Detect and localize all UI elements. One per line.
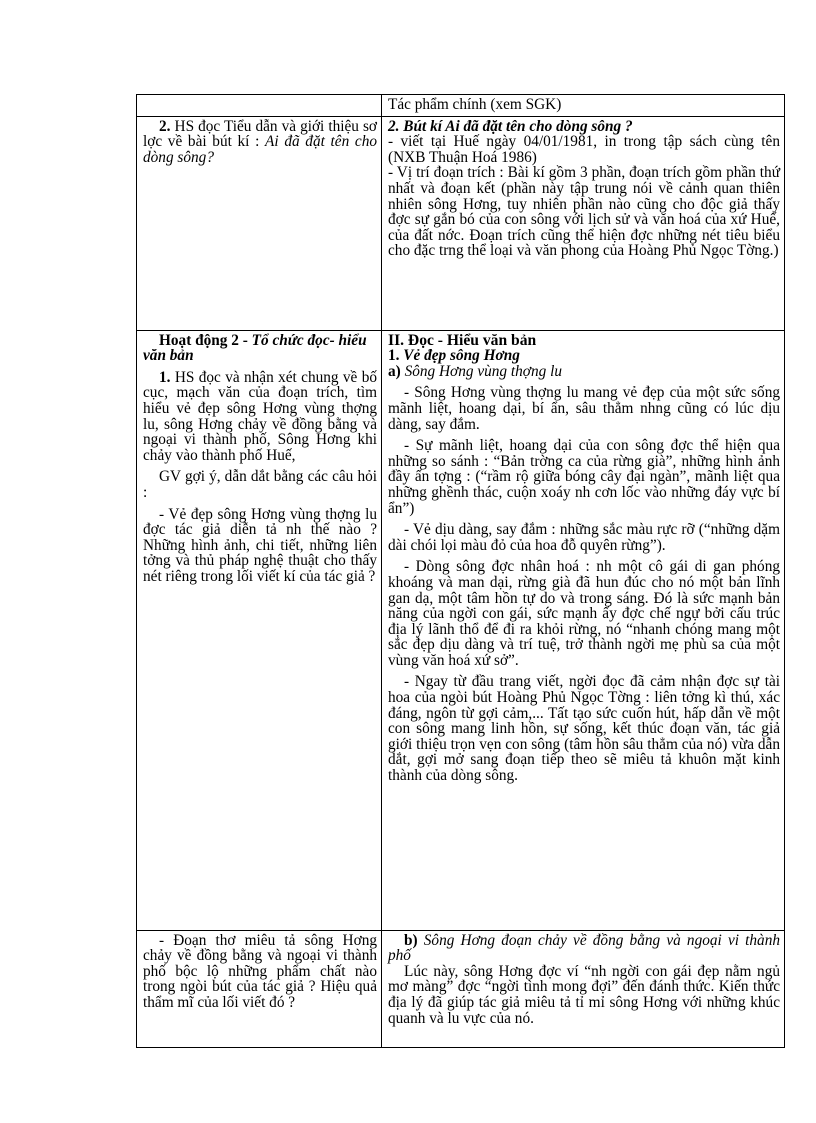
text-run: 2. [159,117,175,135]
table-row [137,330,785,930]
paragraph [143,469,377,500]
text-run: HS đọc và nhận xét chung về bố cục, mạch văn của đoạn trích, tìm hiểu vẻ đẹp sông Hơng vùng thợng lu, sông Hơng chảy về đồng bằng và ngoại vi thành phố, Sông Hơng khi chảy vào thành phố Huế, [143,368,378,464]
text-run: Hoạt động 2 - [159,331,252,349]
paragraph [388,522,780,553]
text-run: 1. [159,368,175,386]
text-run: GV gợi ý, dẫn dắt bằng các câu hỏi : [143,468,377,501]
lesson-table [136,94,785,1048]
text-run: - Dòng sông đợc nhân hoá : nh một cô gái di gan phóng khoáng và man dại, rừng già đã hun đúc cho nó một bản lĩnh gan dạ, một tâm hồn tự do và trong sáng. Đó là sức mạnh bản năng của ngời con gái, sức mạnh ấy đợc chế ngự bởi cấu trúc địa lý lãnh thổ để đi ra khỏi rừng, nó “nhanh chóng mang một sắc đẹp dịu dàng và trí tuệ, trở thành ngời mẹ phù sa của một vùng văn hoá xứ sở”. [388,558,780,669]
text-run: a) [388,362,405,380]
paragraph [143,933,377,1011]
paragraph [143,370,377,464]
text-run: 2. Bút kí Ai đã đặt tên cho dòng sông ? [388,117,633,135]
text-run: - Sự mãnh liệt, hoang dại của con sông đợc thể hiện qua những so sánh : “Bản trờng ca của rừng già”, những hình ảnh đầy ấn tợng : (“rầm rộ giữa bóng cây đại ngàn”, mãnh liệt qua những ghềnh thác, cuộn xoáy nh cơn lốc vào những đáy vực bí ẩn”) [388,437,780,517]
table-row [137,116,785,330]
paragraph [388,933,780,964]
text-run: - viết tại Huế ngày 04/01/1981, in trong tập sách cùng tên (NXB Thuận Hoá 1986) [388,133,780,166]
paragraph [143,119,377,166]
paragraph [388,333,780,349]
paragraph [388,674,780,783]
paragraph [388,964,780,1026]
paragraph [388,559,780,668]
text-run: HS đọc Tiểu dẫn và giới thiệu sơ lợc về bài bút kí : [143,117,377,151]
paragraph [388,364,780,380]
text-run: Ai đã đặt tên cho dòng sông? [143,133,377,166]
content-cell [382,330,785,930]
activity-cell [137,95,382,117]
activity-cell [137,330,382,930]
text-run: - Ngay từ đầu trang viết, ngời đọc đã cảm nhận đợc sự tài hoa của ngòi bút Hoàng Phủ Ngọc Tờng : liên tởng kì thú, xác đáng, ngôn từ gợi cảm,... Tất tạo sức cuốn hút, hấp dẫn về một con sông mang linh hồn, sự sống, kết thúc đoạn văn, tác giả giới thiệu trọn vẹn con sông (tâm hồn sâu thẳm của nó) vừa dẫn dắt, gợi mở sang đoạn tiếp theo sẽ miêu tả khuôn mặt kinh thành của dòng sông. [388,673,780,785]
text-run: - Sông Hơng vùng thợng lu mang vẻ đẹp của một sức sống mãnh liệt, hoang dại, bí ẩn, sâu thẳm nhng cũng có lúc dịu dàng, say đắm. [388,384,780,433]
text-run: Sông Hơng vùng thợng lu [404,362,562,380]
paragraph [388,134,780,165]
text-run: Tác phẩm chính (xem SGK) [388,96,562,113]
text-run: Tổ chức đọc- hiểu văn bản [143,331,367,365]
activity-cell [137,116,382,330]
text-run: Vẻ đẹp sông Hơng [403,347,520,365]
paragraph [143,507,377,585]
text-run: - Vẻ đẹp sông Hơng vùng thợng lu đợc tác giả diễn tả nh thế nào ? Những hình ảnh, chi tiết, những liên tởng và thủ pháp nghệ thuật cho thấy nét riêng trong lối viết kí của tác giả ? [143,505,377,585]
paragraph [388,119,780,135]
text-run: Sông Hơng đoạn chảy về đồng bằng và ngoại vi thành phố [388,931,780,965]
text-run: Lúc này, sông Hơng đợc ví “nh ngời con gái đẹp nằm ngủ mơ màng” đợc “ngời tình mong đợi” đến đánh thức. Kiến thức địa lý đã giúp tác giả miêu tả tỉ mỉ sông Hơng với những khúc quanh và lu vực của nó. [388,962,780,1027]
paragraph [388,97,780,113]
paragraph [388,165,780,259]
content-cell [382,116,785,330]
content-cell [382,95,785,117]
paragraph [388,438,780,516]
text-run: - Vẻ dịu dàng, say đắm : những sắc màu rực rỡ (“những dặm dài chói lọi màu đỏ của hoa đỗ quyên rừng”). [388,521,780,554]
text-run: II. Đọc - Hiểu văn bản [388,331,537,349]
activity-cell [137,930,382,1047]
paragraph [388,385,780,432]
text-run: - Vị trí đoạn trích : Bài kí gồm 3 phần, đoạn trích gồm phần thứ nhất và đoạn kết (phần này tập trung nói về cảnh quan thiên nhiên sông Hơng, tuy nhiên phần nào cũng cho độc giả thấy đợc sự gắn bó của con sông với lịch sử và văn hoá của xứ Huế, của đất nớc. Đoạn trích cũng thể hiện đợc những nét tiêu biểu cho đặc trng thể loại và văn phong của Hoàng Phủ Ngọc Tờng.) [388,164,780,260]
content-cell [382,930,785,1047]
table-row [137,930,785,1047]
text-run: 1. [388,347,404,365]
table-row [137,95,785,117]
paragraph [388,348,780,364]
paragraph [143,333,377,364]
text-run: b) [404,931,424,949]
text-run: - Đoạn thơ miêu tả sông Hơng chảy về đồng bằng và ngoại vi thành phố bộc lộ những phẩm chất nào trong ngòi bút của tác giả ? Hiệu quả thẩm mĩ của lối viết đó ? [143,931,377,1011]
